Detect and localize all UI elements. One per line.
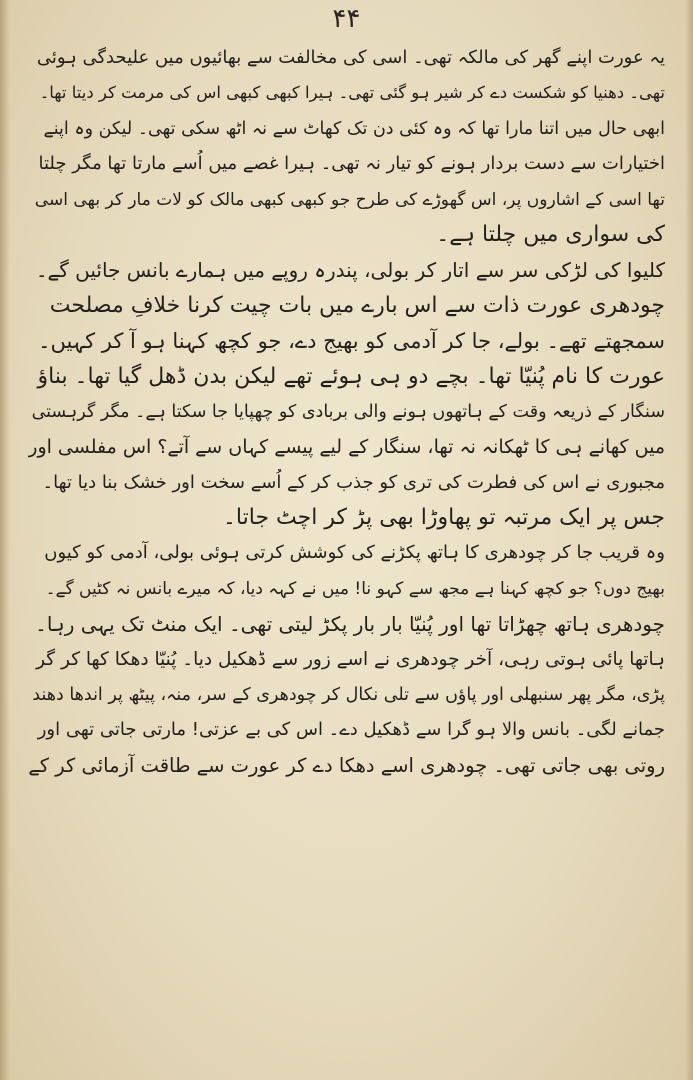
text-line: روتی بھی جاتی تھی۔ چودھری اسے دھکا دے کر عورت سے طاقت آزمائی کر کے [28, 753, 665, 777]
text-line: مجبوری نے اس کی فطرت کی تری کو جذب کر کے اُسے سخت اور خشک بنا دیا تھا۔ [42, 471, 665, 493]
text-line: چودھری ہاتھ چھڑاتا تھا اور پُنیّا بار بار پکڑ لیتی تھی۔ ایک منٹ تک یہی رہا۔ [35, 612, 665, 637]
text-line: جمانے لگی۔ بانس والا ہو گرا سے ڈھکیل دے۔ اس کی بے عزتی! مارتی جاتی تھی اور [37, 719, 665, 741]
text-line: عورت کا نام پُنیّا تھا۔ بچے دو ہی ہوئے تھے لیکن بدن ڈھل گیا تھا۔ بناؤ [37, 363, 665, 389]
text-line: اختیارات سے دست بردار ہونے کو تیار نہ تھی۔ ہیرا غصے میں اُسے مارتا تھا مگر چلتا [38, 153, 665, 175]
text-line: بھیج دوں؟ جو کچھ کہنا ہے مجھ سے کہو نا! میں نے کہہ دیا، کہ میرے بانس نہ کٹیں گے۔ [45, 578, 665, 599]
text-line: میں کھانے ہی کا ٹھکانہ نہ تھا، سنگار کے لیے پیسے کہاں سے آتے؟ اس مفلسی اور [28, 436, 665, 459]
text-line: جس پر ایک مرتبہ تو پھاوڑا بھی پڑ کر اچٹ جاتا۔ [223, 505, 665, 531]
text-line: چودھری عورت ذات سے اس بارے میں بات چیت کرنا خلافِ مصلحت [49, 292, 665, 318]
text-line: ہاتھا پائی ہوتی رہی، آخر چودھری نے اسے زور سے ڈھکیل دیا۔ پُنیّا دھکا کھا کر گر [36, 648, 665, 670]
text-line: کی سواری میں چلتا ہے۔ [436, 221, 665, 247]
page-left-edge-shadow [0, 0, 10, 1080]
urdu-text-block [28, 44, 665, 1064]
text-line: سمجھتے تھے۔ بولے، جا کر آدمی کو بھیج دے، جو کچھ کہنا ہو آ کر کہیں۔ [38, 329, 665, 354]
text-line: یہ عورت اپنے گھر کی مالکہ تھی۔ اسی کی مخالفت سے بھائیوں میں علیحدگی ہوئی [36, 47, 665, 68]
page-right-edge-shadow [685, 0, 693, 1080]
text-line: تھا اسی کے اشاروں پر، اس گھوڑے کی طرح جو کبھی کبھی مالک کو لات مار کر بھی اسی [34, 189, 665, 210]
text-line: وہ قریب جا کر چودھری کا ہاتھ پکڑنے کی کوشش کرتی ہوئی بولی، آدمی کو کیوں [44, 542, 665, 564]
text-line: ابھی حال میں اتنا مارا تھا کہ وہ کئی دن تک کھاٹ سے نہ اٹھ سکی تھی۔ لیکن وہ اپنے [43, 118, 665, 139]
text-line: پڑی، مگر پھر سنبھلی اور پاؤں سے تلی نکال کر چودھری کے سر، منہ، پیٹھ پر اندھا دھند [32, 685, 665, 706]
text-line: سنگار کے ذریعہ وقت کے ہاتھوں ہونے والی بربادی کو چھپایا جا سکتا ہے۔ مگر گرہستی [31, 401, 665, 422]
page-number: ۴۴ [332, 4, 361, 34]
text-line: تھی۔ دھنیا کو شکست دے کر شیر ہو گئی تھی۔ ہیرا کبھی کبھی اس کی مرمت کر دیتا تھا۔ [39, 83, 665, 103]
text-line: کلیوا کی لڑکی سر سے اتار کر بولی، پندرہ روپے میں ہمارے بانس جائیں گے۔ [35, 258, 665, 283]
